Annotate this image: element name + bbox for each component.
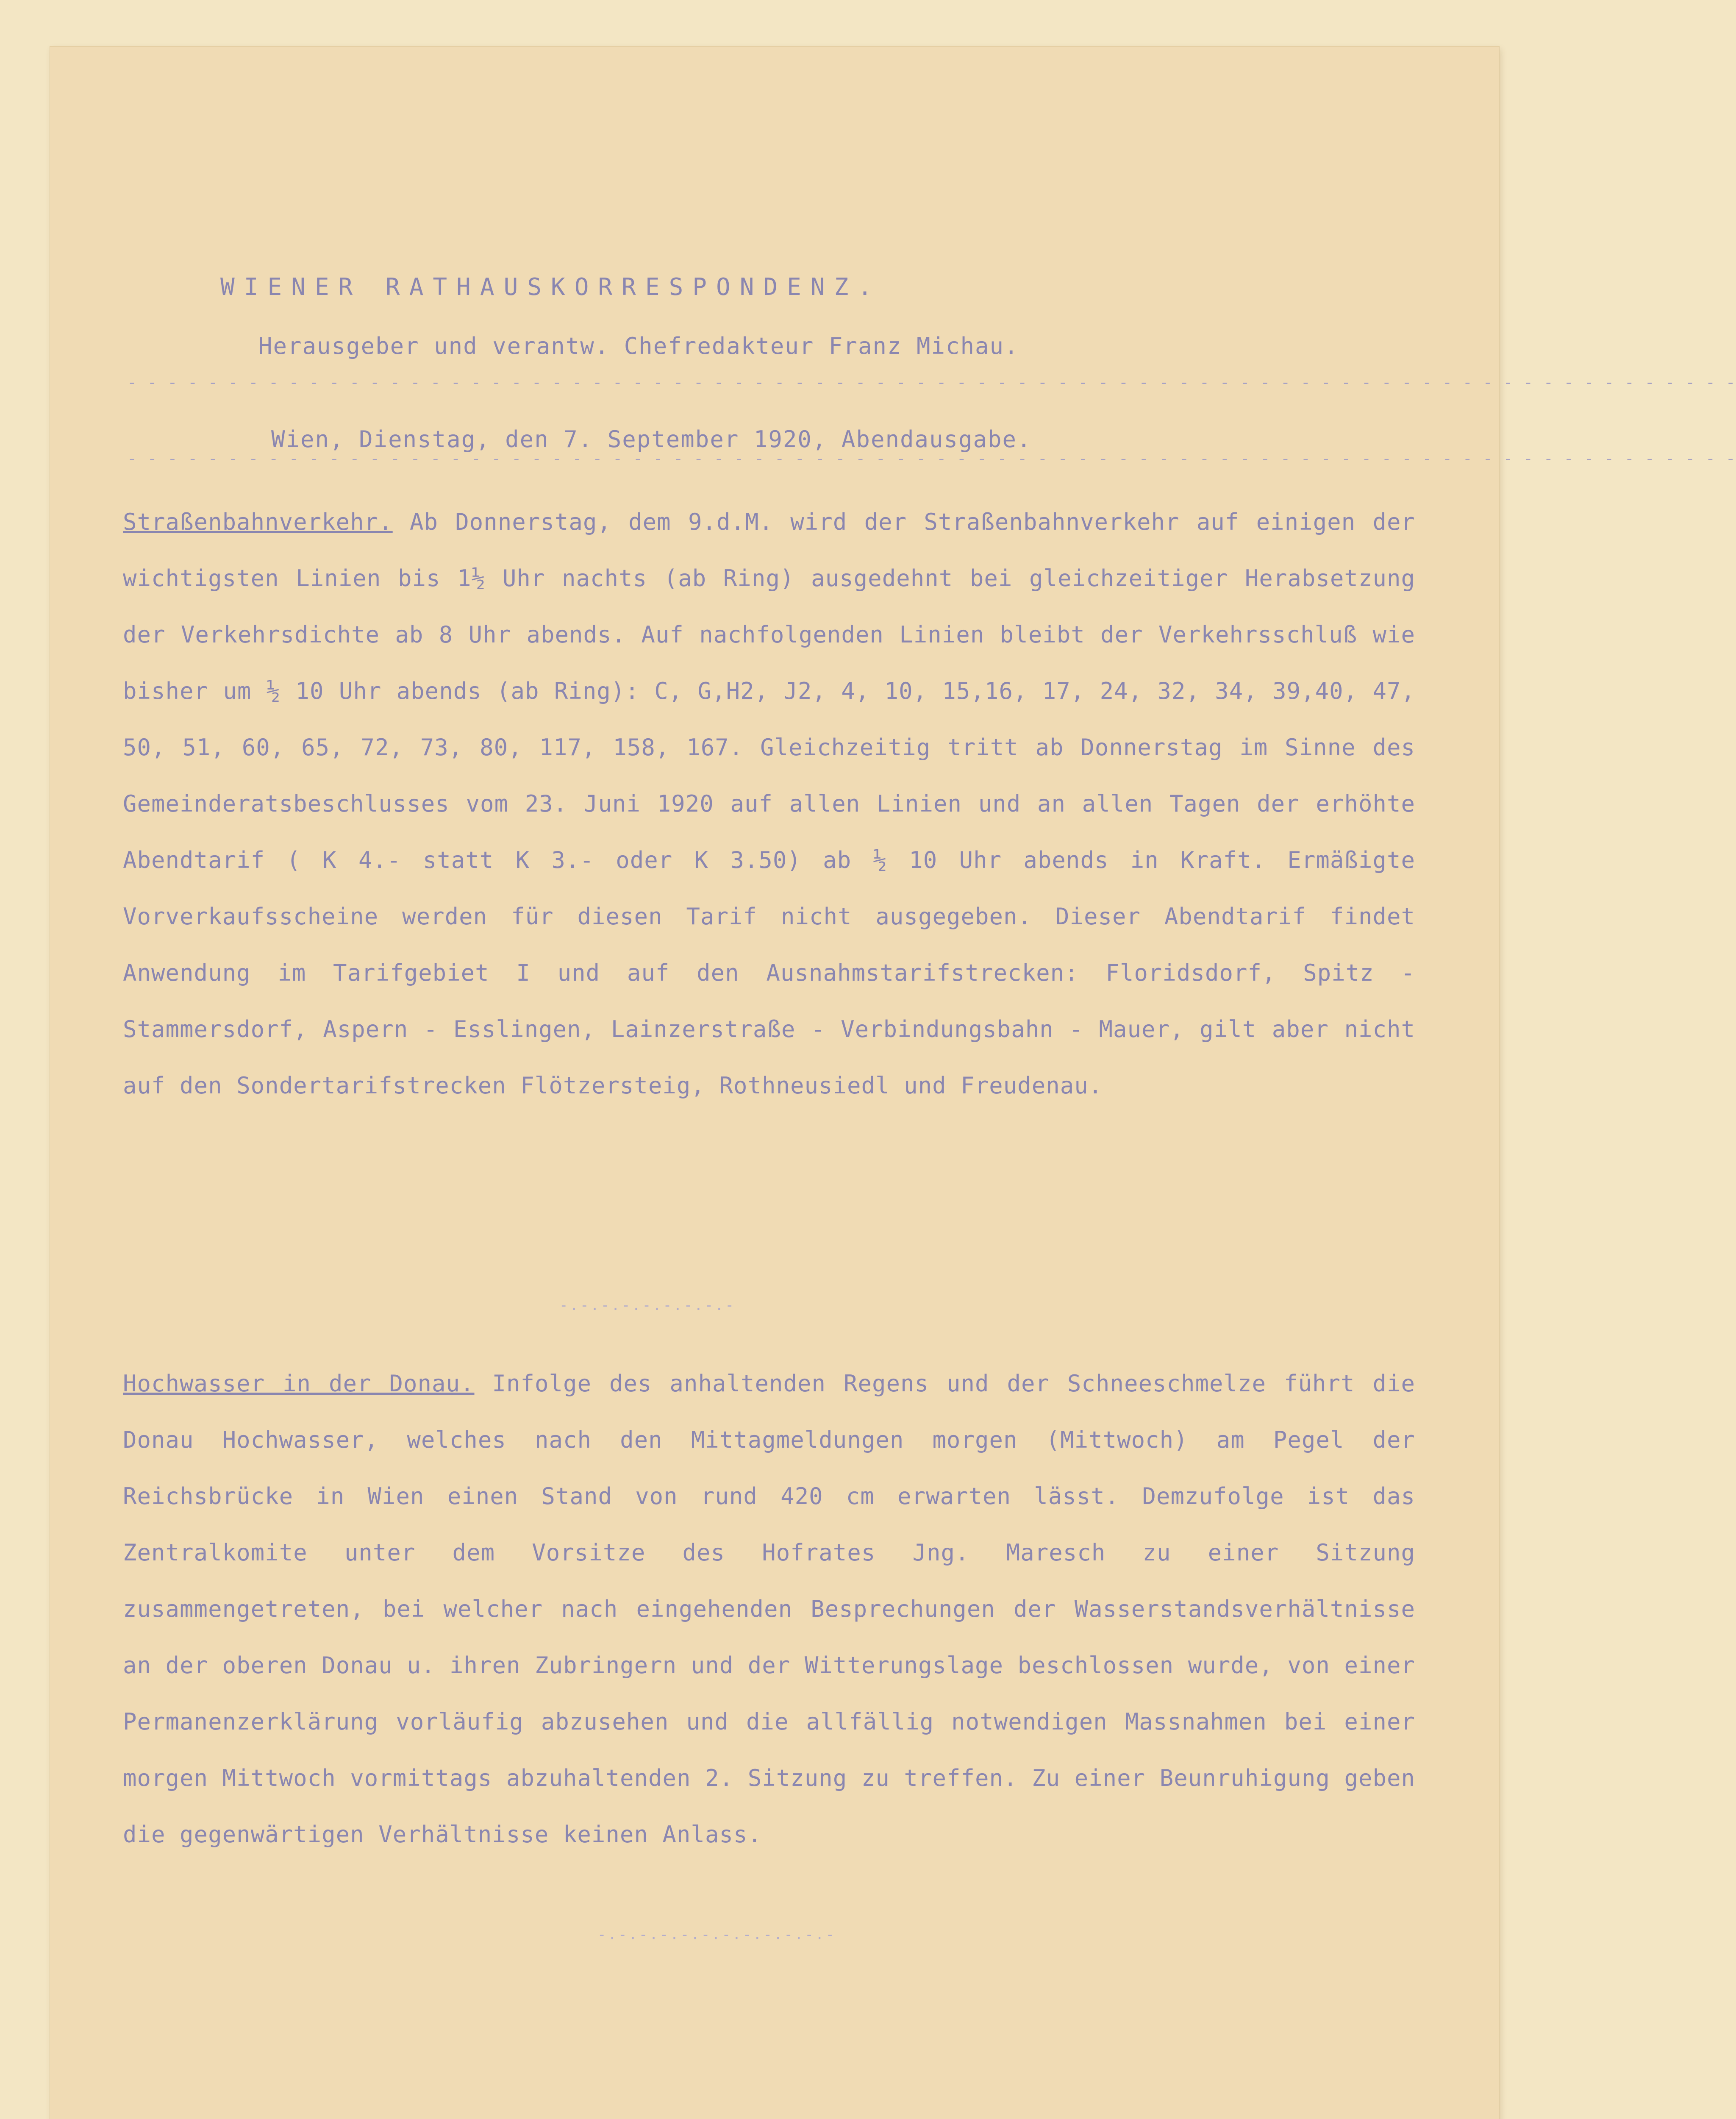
masthead-title: WIENER RATHAUSKORRESPONDENZ. bbox=[220, 273, 882, 301]
dateline: Wien, Dienstag, den 7. September 1920, Abendausgabe. bbox=[271, 426, 1032, 453]
article-body: Infolge des anhaltenden Regens und der Schneeschmelze führt die Donau Hochwasser, welches nach den Mittagmeldungen morgen (Mittwoch) am Pegel der Reichsbrücke in Wien einen Stand von rund 420 cm erwarten lässt. Demzufolge ist das Zentralkomite unter dem Vorsitze des Hofrates Jng. Maresch zu einer Sitzung zusammengetreten, bei welcher nach eingehenden Besprechungen der Wasserstandsverhältnisse an der oberen Donau u. ihren Zubringern und der Witterungslage beschlossen wurde, von einer Permanenzerklärung vorläufig abzusehen und die allfällig notwendigen Massnahmen bei einer morgen Mittwoch vormittags abzuhaltenden 2. Sitzung zu treffen. Zu einer Beunruhigung geben die gegenwärtigen Verhältnisse keinen Anlass. bbox=[123, 1370, 1416, 1848]
article-headline: Straßenbahnverkehr. bbox=[123, 509, 393, 535]
separator-line-bottom: - - - - - - - - - - - - - - - - - - - - - - - - - - - - - - - - - - - - - - - - - - - - - - - - - - - - - - - - - - - - - - - - - - - - - - - - - - - - - - - - bbox=[127, 449, 1736, 468]
article-tram-traffic bbox=[123, 494, 1415, 1114]
section-divider: -.-.-.-.-.-.-.-.-.-.-.- bbox=[597, 1926, 836, 1943]
separator-line-top: - - - - - - - - - - - - - - - - - - - - - - - - - - - - - - - - - - - - - - - - - - - - - - - - - - - - - - - - - - - - - - - - - - - - - - - - - - - - - - - - bbox=[127, 373, 1736, 392]
publisher-line: Herausgeber und verantw. Chefredakteur Franz Michau. bbox=[258, 333, 1019, 359]
article-body: Ab Donnerstag, dem 9.d.M. wird der Straßenbahnverkehr auf einigen der wichtigsten Linien bis 1½ Uhr nachts (ab Ring) ausgedehnt bei gleichzeitiger Herabsetzung der Verkehrsdichte ab 8 Uhr abends. Auf nachfolgenden Linien bleibt der Verkehrsschluß wie bisher um ½ 10 Uhr abends (ab Ring): C, G,H2, J2, 4, 10, 15,16, 17, 24, 32, 34, 39,40, 47, 50, 51, 60, 65, 72, 73, 80, 117, 158, 167. Gleichzeitig tritt ab Donnerstag im Sinne des Gemeinderatsbeschlusses vom 23. Juni 1920 auf allen Linien und an allen Tagen der erhöhte Abendtarif ( K 4.- statt K 3.- oder K 3.50) ab ½ 10 Uhr abends in Kraft. Ermäßigte Vorverkaufsscheine werden für diesen Tarif nicht ausgegeben. Dieser Abendtarif findet Anwendung im Tarifgebiet I und auf den Ausnahmstarifstrecken: Floridsdorf, Spitz - Stammersdorf, Aspern - Esslingen, Lainzerstraße - Verbindungsbahn - Mauer, gilt aber nicht auf den Sondertarifstrecken Flötzersteig, Rothneusiedl und Freudenau. bbox=[123, 509, 1415, 1099]
article-headline: Hochwasser in der Donau. bbox=[123, 1370, 475, 1397]
section-divider: -.-.-.-.-.-.-.-.- bbox=[559, 1297, 736, 1314]
article-danube-flood bbox=[123, 1355, 1415, 1863]
